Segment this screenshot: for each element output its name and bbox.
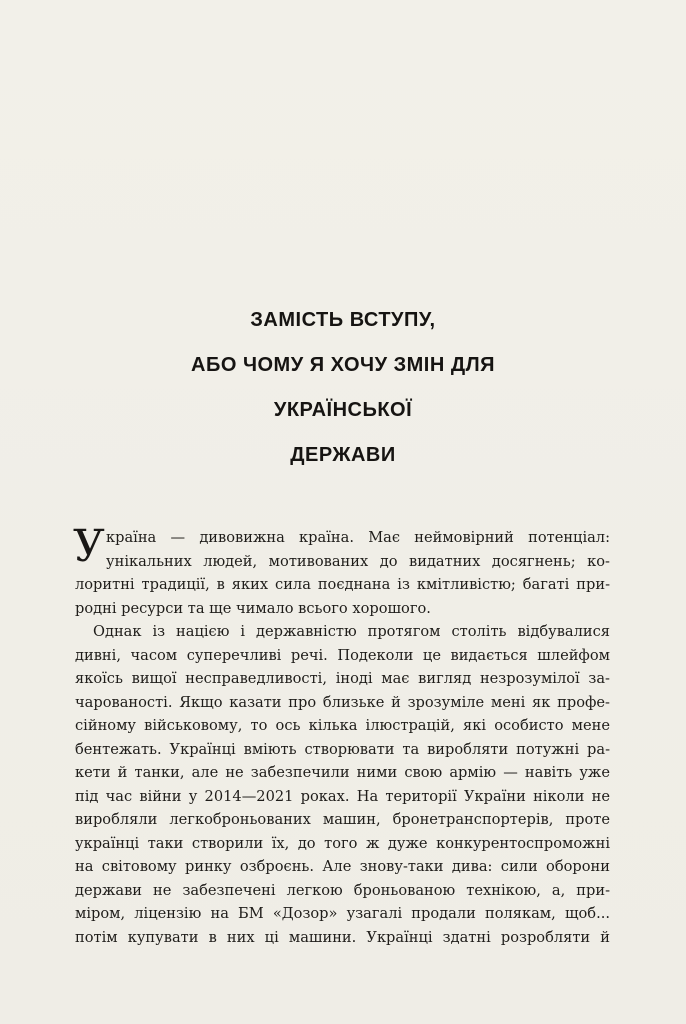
text-line: держави не забезпечені легкою броньованою технікою, а, при- bbox=[75, 881, 610, 899]
text-line: бентежать. Українці вміють створювати та виробляти потужні ра- bbox=[75, 740, 610, 758]
text-line: Однак із нацією і державністю протягом століть відбувалися bbox=[93, 623, 610, 640]
text-line: унікальних людей, мотивованих до видатних досягнень; ко- bbox=[106, 552, 610, 570]
chapter-title-line-3: УКРАЇНСЬКОЇ bbox=[273, 399, 413, 421]
text-line: лоритні традиції, в яких сила поєднана із кмітливістю; багаті при- bbox=[75, 576, 610, 593]
text-line: якоїсь вищої несправедливості, іноді має вигляд незрозумілої за- bbox=[75, 670, 610, 687]
chapter-title-line-1: ЗАМІСТЬ ВСТУПУ, bbox=[250, 309, 436, 331]
text-line: дивні, часом суперечливі речі. Подеколи це видається шлейфом bbox=[75, 646, 610, 664]
text-line: сійному військовому, то ось кілька ілюстрацій, які особисто мене bbox=[75, 717, 610, 734]
text-line: країна — дивовижна країна. Має неймовірний потенціал: bbox=[106, 529, 610, 546]
text-line: чарованості. Якщо казати про близьке й зрозуміле мені як профе- bbox=[75, 693, 610, 711]
text-line: кети й танки, але не забезпечили ними свою армію — навіть уже bbox=[75, 764, 610, 781]
text-line: потім купувати в них ці машини. Українці здатні розробляти й bbox=[75, 928, 610, 946]
text-line: міром, ліцензію на БМ «Дозор» узагалі продали полякам, щоб... bbox=[75, 905, 610, 922]
chapter-title-line-2: АБО ЧОМУ Я ХОЧУ ЗМІН ДЛЯ bbox=[191, 354, 495, 376]
chapter-title-line-4: ДЕРЖАВИ bbox=[290, 444, 396, 466]
chapter-title bbox=[0, 298, 686, 478]
text-line: виробляли легкоброньованих машин, бронетранспортерів, проте bbox=[75, 811, 610, 828]
text-line: на світовому ринку озброєнь. Але знову-таки дива: сили оборони bbox=[75, 858, 610, 875]
body-text bbox=[73, 521, 610, 949]
text-line: родні ресурси та ще чимало всього хорошого. bbox=[75, 599, 431, 617]
drop-cap: У bbox=[73, 521, 105, 572]
text-line: українці таки створили їх, до того ж дуже конкурентоспроможні bbox=[75, 834, 610, 852]
text-line: під час війни у 2014—2021 роках. На території України ніколи не bbox=[75, 787, 610, 805]
